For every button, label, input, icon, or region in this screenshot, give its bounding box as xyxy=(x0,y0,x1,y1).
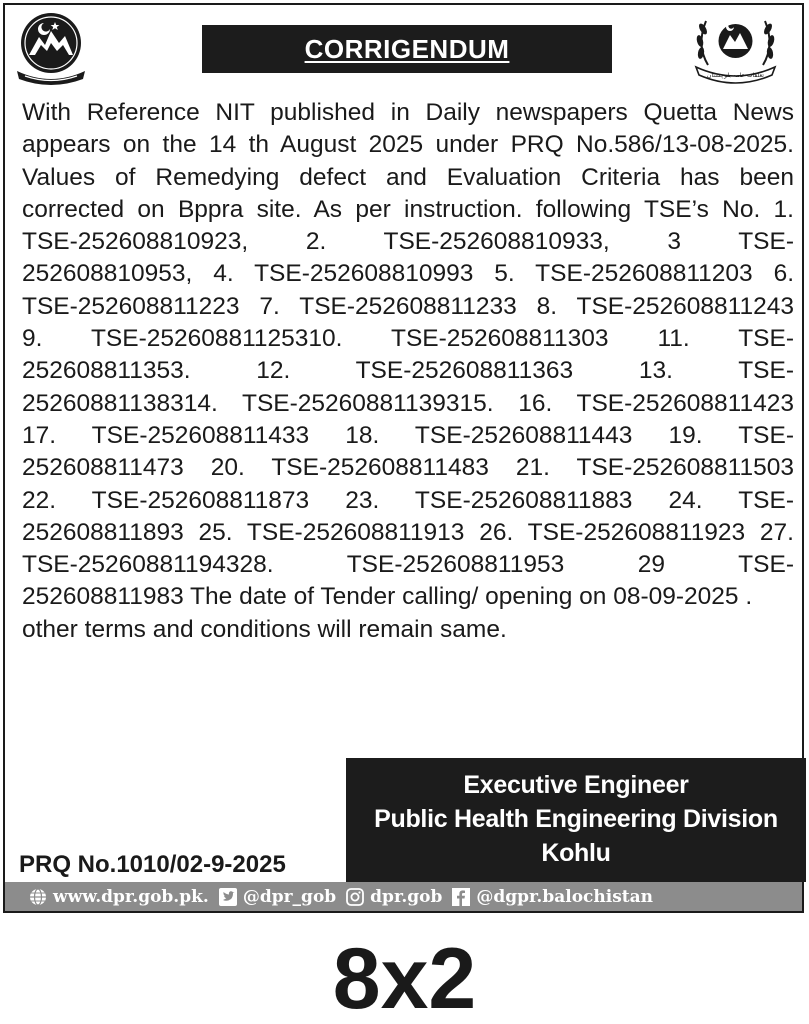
twitter-icon xyxy=(219,888,237,906)
facebook-handle[interactable]: @dgpr.balochistan xyxy=(476,886,654,907)
footer-bar xyxy=(5,882,802,911)
body-line: TSE-252608810923, 2. TSE-252608810933, 3 TSE- xyxy=(22,228,794,256)
prq-number: PRQ No.1010/02-9-2025 xyxy=(19,851,286,878)
body-line: 22. TSE-252608811873 23. TSE-252608811883 24. TSE- xyxy=(22,486,794,514)
globe-icon xyxy=(29,888,47,906)
body-line: 25260881138314. TSE-25260881139315. 16. TSE-252608811423 xyxy=(22,389,794,417)
advertisement-frame xyxy=(3,3,804,913)
body-line: 252608811353. 12. TSE-252608811363 13. TSE- xyxy=(22,357,794,385)
twitter-handle[interactable]: @dpr_gob xyxy=(242,886,337,907)
balochistan-emblem-icon xyxy=(13,9,89,87)
dgpr-emblem-icon xyxy=(688,9,783,89)
website-link[interactable]: www.dpr.gob.pk. xyxy=(53,886,209,907)
body-line: other terms and conditions will remain same. xyxy=(22,615,507,643)
signature-designation: Executive Engineer xyxy=(463,771,689,799)
facebook-icon xyxy=(452,888,470,906)
title-bar xyxy=(202,25,612,73)
footer-twitter[interactable] xyxy=(219,887,336,907)
body-line: 9. TSE-25260881125310. TSE-252608811303 11. TSE- xyxy=(22,325,794,353)
body-line: corrected on Bppra site. As per instruction. following TSE’s No. 1. xyxy=(22,195,794,223)
body-line: 252608810953, 4. TSE-252608810993 5. TSE-252608811203 6. xyxy=(22,260,794,288)
emblem-caption: تعلقات عامہ بلوچستان xyxy=(707,72,764,79)
page-title: CORRIGENDUM xyxy=(304,33,510,64)
body-line: Values of Remedying defect and Evaluation Criteria has been xyxy=(22,163,794,191)
body-line: 252608811983 The date of Tender calling/ opening on 08-09-2025 . xyxy=(22,583,753,611)
body-line: 252608811893 25. TSE-252608811913 26. TSE-252608811923 27. xyxy=(22,518,794,546)
body-line: 252608811473 20. TSE-252608811483 21. TSE-252608811503 xyxy=(22,454,794,482)
footer-instagram[interactable] xyxy=(346,887,442,907)
body-line: With Reference NIT published in Daily newspapers Quetta News xyxy=(22,99,794,126)
footer-facebook[interactable] xyxy=(452,887,653,907)
body-line: TSE-25260881194328. TSE-252608811953 29 TSE- xyxy=(22,551,794,579)
signature-department: Public Health Engineering Division xyxy=(374,805,778,833)
footer-website[interactable] xyxy=(29,887,209,907)
body-line: appears on the 14 th August 2025 under PRQ No.586/13-08-2025. xyxy=(22,131,794,159)
body-line: 17. TSE-252608811433 18. TSE-252608811443 19. TSE- xyxy=(22,421,794,449)
instagram-icon xyxy=(346,888,364,906)
signature-block xyxy=(346,758,806,882)
ad-size-label: 8x2 xyxy=(332,931,477,1024)
body-line: TSE-252608811223 7. TSE-252608811233 8. TSE-252608811243 xyxy=(22,292,794,320)
instagram-handle[interactable]: dpr.gob xyxy=(370,886,443,907)
signature-location: Kohlu xyxy=(541,839,611,867)
notice-body xyxy=(22,97,794,646)
